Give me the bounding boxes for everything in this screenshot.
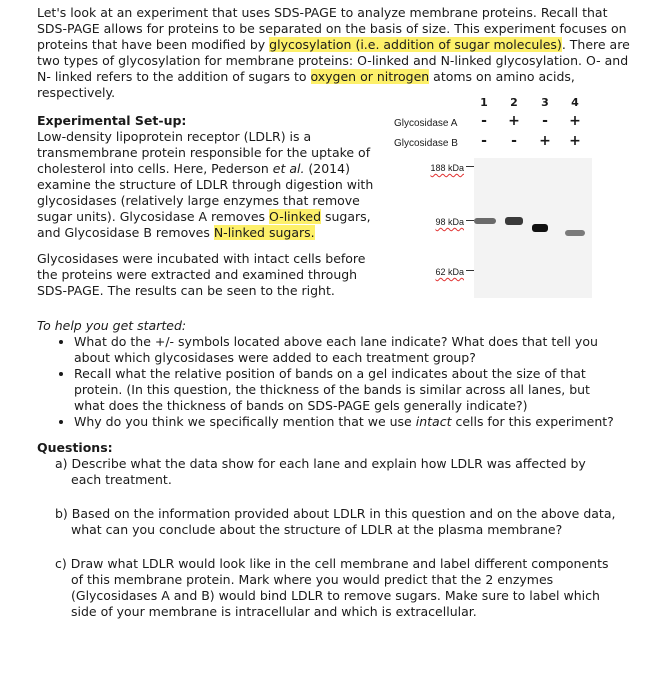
help-bullet: • Why do you think we specifically mention that we use intact cells for this experiment? bbox=[74, 414, 617, 430]
lane-number: 1 bbox=[480, 96, 488, 109]
intro-text-1: Let's look at an experiment that uses SDS-PAGE to analyze membrane proteins. Recall that SDS-PAGE allows for proteins to be separated on the basis of size. This experiment focuses on proteins that have been modified by bbox=[37, 5, 627, 52]
questions-heading: Questions: bbox=[37, 440, 113, 455]
marker-label: 188 kDa bbox=[430, 163, 464, 173]
glycosidase-b-label: Glycosidase B bbox=[394, 138, 458, 149]
setup-text-3: sugars, and Glycosidase B removes bbox=[37, 209, 371, 240]
setup-paragraph bbox=[37, 129, 377, 241]
highlight-glycosylation: glycosylation (i.e. addition of sugar molecules) bbox=[269, 37, 562, 52]
marker-tick bbox=[466, 166, 474, 167]
question-a: a) Describe what the data show for each lane and explain how LDLR was affected by each treatment. bbox=[55, 456, 586, 487]
highlight-n-linked: N-linked sugars. bbox=[213, 225, 315, 240]
intro-text-3: atoms on amino acids, respectively. bbox=[37, 69, 575, 100]
question-c: c) Draw what LDLR would look like in the cell membrane and label different components of this membrane protein. Mark where you would predict that the 2 enzymes (Glycosidases A and B) would bind LDLR to remove sugars. Make sure to label which side of your membrane is intracellular and which is extracellular. bbox=[55, 556, 609, 619]
experimental-setup bbox=[37, 113, 377, 241]
lane-sign: - bbox=[481, 133, 487, 149]
help-bullet: • Recall what the relative position of bands on a gel indicates about the size of that protein. (In this question, the thickness of the bands is similar across all lanes, but what does the thickness of bands on SDS-PAGE gels generally indicate?) bbox=[74, 366, 617, 414]
intro-paragraph bbox=[37, 5, 637, 101]
question-b: b) Based on the information provided about LDLR in this question and on the above data, what can you conclude about the structure of LDLR at the plasma membrane? bbox=[55, 506, 616, 537]
lane-sign: - bbox=[481, 113, 487, 129]
highlight-o-linked: O-linked bbox=[269, 209, 321, 224]
intro-text-2: . There are two types of glycosylation for membrane proteins: O-linked and N-linked glycosylation. O- and N- linked refers to the addition of sugars to bbox=[37, 37, 630, 84]
gel-band bbox=[505, 217, 523, 225]
help-list bbox=[54, 334, 617, 430]
lane-number: 4 bbox=[571, 96, 579, 109]
highlight-oxygen-nitrogen: oxygen or nitrogen bbox=[310, 69, 430, 84]
marker-label: 62 kDa bbox=[435, 267, 464, 277]
lane-sign: - bbox=[511, 133, 517, 149]
gel-band bbox=[474, 218, 496, 224]
marker-tick bbox=[466, 270, 474, 271]
setup-text-2: (2014) examine the structure of LDLR through digestion with glycosidases (relatively large enzymes that remove sugar units). Glycosidase A removes bbox=[37, 161, 374, 224]
lane-sign: + bbox=[508, 113, 520, 129]
setup-etal: et al. bbox=[272, 161, 305, 176]
marker-tick bbox=[466, 220, 474, 221]
setup-paragraph-2: Glycosidases were incubated with intact cells before the proteins were extracted and examined through SDS-PAGE. The results can be seen to the right. bbox=[37, 251, 366, 298]
glycosidase-a-label: Glycosidase A bbox=[394, 118, 458, 129]
lane-sign: + bbox=[569, 133, 581, 149]
help-section bbox=[37, 318, 617, 430]
setup-text-1: Low-density lipoprotein receptor (LDLR) is a transmembrane protein responsible for the uptake of cholesterol into cells. Here, Pederson bbox=[37, 129, 371, 176]
lane-sign: + bbox=[569, 113, 581, 129]
gel-figure bbox=[388, 92, 638, 302]
questions-section bbox=[37, 440, 617, 620]
lane-sign: - bbox=[542, 113, 548, 129]
gel-band bbox=[565, 230, 585, 236]
gel-band bbox=[532, 224, 548, 232]
marker-label: 98 kDa bbox=[435, 217, 464, 227]
help-bullet: • What do the +/- symbols located above each lane indicate? What does that tell you about which glycosidases were added to each treatment group? bbox=[74, 334, 617, 366]
lane-sign: + bbox=[539, 133, 551, 149]
lane-number: 3 bbox=[541, 96, 549, 109]
help-heading: To help you get started: bbox=[37, 318, 187, 333]
lane-number: 2 bbox=[510, 96, 518, 109]
setup-heading: Experimental Set-up: bbox=[37, 113, 187, 128]
